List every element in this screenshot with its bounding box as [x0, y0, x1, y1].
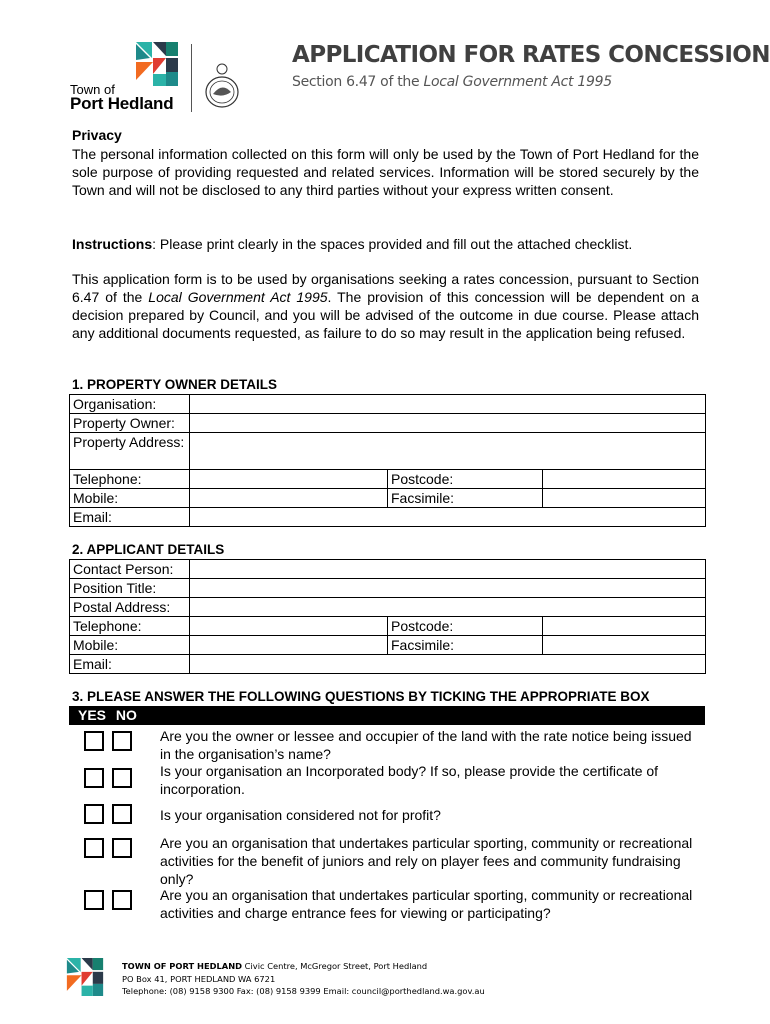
facsimile-label: Facsimile: [388, 489, 543, 508]
property-owner-label: Property Owner: [70, 414, 190, 433]
header-divider [191, 44, 192, 112]
postcode-field[interactable] [543, 617, 706, 636]
email-field[interactable] [190, 655, 706, 674]
mobile-label: Mobile: [70, 636, 190, 655]
logo-town-of: Town of [70, 82, 115, 97]
facsimile-label: Facsimile: [388, 636, 543, 655]
property-owner-field[interactable] [190, 414, 706, 433]
contact-person-label: Contact Person: [70, 560, 190, 579]
email-label: Email: [70, 655, 190, 674]
q5-yes-checkbox[interactable] [84, 890, 104, 910]
footer-po-box: PO Box 41, PORT HEDLAND WA 6721 [122, 973, 276, 984]
question-1: Are you the owner or lessee and occupier of the land with the rate notice being issued in the organisation’s name? [160, 728, 692, 762]
question-3: Is your organisation considered not for profit? [160, 807, 441, 823]
q5-no-checkbox[interactable] [112, 890, 132, 910]
q2-yes-checkbox[interactable] [84, 768, 104, 788]
postal-address-field[interactable] [190, 598, 706, 617]
page-title: APPLICATION FOR RATES CONCESSION [292, 42, 770, 68]
mobile-field[interactable] [190, 489, 388, 508]
postal-address-label: Postal Address: [70, 598, 190, 617]
yes-no-labels: YES NO [78, 707, 137, 723]
q1-no-checkbox[interactable] [112, 731, 132, 751]
q1-yes-checkbox[interactable] [84, 731, 104, 751]
town-logo-icon [136, 42, 178, 86]
q2-no-checkbox[interactable] [112, 768, 132, 788]
privacy-text: The personal information collected on this form will only be used by the Town of Port Hedland for the sole purpose of providing requested and related services. Information will be stored securely by the Town and will not be disclosed to any third parties without your express written consent. [72, 146, 699, 198]
question-2: Is your organisation an Incorporated body? If so, please provide the certificate of incorporation. [160, 763, 659, 797]
question-4: Are you an organisation that undertakes particular sporting, community or recreational activities for the benefit of juniors and rely on player fees and community fundraising only? [160, 835, 693, 887]
telephone-label: Telephone: [70, 617, 190, 636]
telephone-label: Telephone: [70, 470, 190, 489]
property-owner-table [69, 394, 706, 527]
q4-yes-checkbox[interactable] [84, 838, 104, 858]
instructions-text: Instructions: Please print clearly in the spaces provided and fill out the attached checklist. [72, 236, 633, 252]
q4-no-checkbox[interactable] [112, 838, 132, 858]
section2-heading: 2. APPLICANT DETAILS [72, 542, 225, 557]
property-address-label: Property Address: [70, 433, 190, 470]
logo-port-hedland: Port Hedland [70, 94, 174, 113]
position-title-field[interactable] [190, 579, 706, 598]
mobile-field[interactable] [190, 636, 388, 655]
q3-no-checkbox[interactable] [112, 804, 132, 824]
privacy-heading: Privacy [72, 127, 122, 143]
footer-logo-icon [66, 958, 104, 996]
facsimile-field[interactable] [543, 636, 706, 655]
yes-no-header-bar [69, 706, 705, 725]
postcode-field[interactable] [543, 470, 706, 489]
question-5: Are you an organisation that undertakes particular sporting, community or recreational activities and charge entrance fees for viewing or participating? [160, 887, 693, 921]
footer-org: TOWN OF PORT HEDLAND [122, 961, 243, 971]
position-title-label: Position Title: [70, 579, 190, 598]
facsimile-field[interactable] [543, 489, 706, 508]
email-field[interactable] [190, 508, 706, 527]
footer-contact: Telephone: (08) 9158 9300 Fax: (08) 9158 9399 Email: council@porthedland.wa.gov.au [122, 986, 485, 996]
section1-heading: 1. PROPERTY OWNER DETAILS [72, 377, 278, 392]
postcode-label: Postcode: [388, 470, 543, 489]
postcode-label: Postcode: [388, 617, 543, 636]
section3-heading: 3. PLEASE ANSWER THE FOLLOWING QUESTIONS BY TICKING THE APPROPRIATE BOX [72, 689, 650, 704]
telephone-field[interactable] [190, 617, 388, 636]
mobile-label: Mobile: [70, 489, 190, 508]
footer-address: Civic Centre, McGregor Street, Port Hedland [242, 961, 428, 971]
email-label: Email: [70, 508, 190, 527]
telephone-field[interactable] [190, 470, 388, 489]
q3-yes-checkbox[interactable] [84, 804, 104, 824]
crest-icon [203, 62, 241, 110]
property-address-field[interactable] [190, 433, 706, 470]
intro-text: This application form is to be used by organisations seeking a rates concession, pursuant to Section 6.47 of the Local Government Act 1995. The provision of this concession will be dependent on a decision prepared by Council, and you will be advised of the outcome in due course. Please attach any additional documents requested, as failure to do so may result in the application being refused. [72, 271, 699, 341]
organisation-field[interactable] [190, 395, 706, 414]
page-subtitle: Section 6.47 of the Local Government Act 1995 [292, 74, 612, 90]
applicant-table [69, 559, 706, 674]
organisation-label: Organisation: [70, 395, 190, 414]
footer-text [122, 960, 485, 998]
contact-person-field[interactable] [190, 560, 706, 579]
